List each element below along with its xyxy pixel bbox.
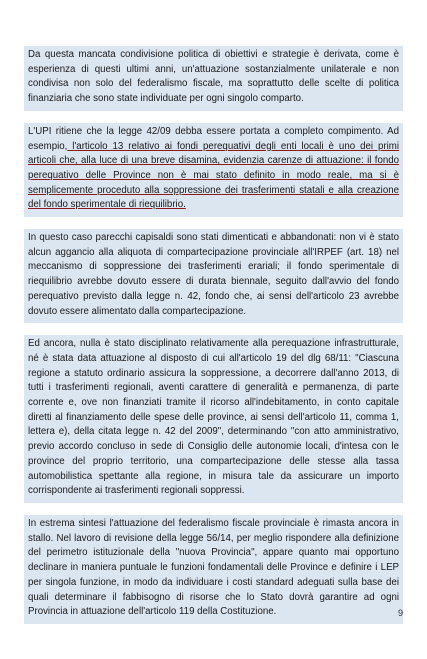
- page-body: [28, 46, 403, 636]
- paragraph-2-intro: L'UPI ritiene che la legge 42/09 debba essere portata a completo compimento. Ad esempio,: [28, 125, 399, 152]
- paragraph-1: [24, 46, 403, 111]
- paragraph-5-text: In estrema sintesi l'attuazione del federalismo fiscale provinciale è rimasta ancora in stallo. Nel lavoro di revisione della legge 56/14, per meglio rispondere alla definizione del perimetro istituzionale della "nuova Provincia", appare quanto mai opportuno declinare in maniera puntuale le funzioni fondamentali delle Province e definire i LEP per singola funzione, in modo da individuare i costi standard adeguati sulla base dei quali determinare il fabbisogno di risorse che lo Stato dovrà garantire ad ogni Provincia in attuazione dell'articolo 119 della Costituzione.: [28, 517, 399, 618]
- paragraph-3-text: In questo caso parecchi capisaldi sono stati dimenticati e abbandonati: non vi è stato alcun aggancio alla aliquota di compartecipazione provinciale all'IRPEF (art. 18) nel meccanismo di soppressione dei trasferimenti erariali; il fondo sperimentale di riequilibrio avrebbe dovuto essere di durata biennale, seguito dall'avvio del fondo perequativo previsto dalla legge n. 42, fondo che, ai sensi dell'articolo 23 avrebbe dovuto essere alimentato dalla compartecipazione.: [28, 232, 399, 317]
- paragraph-2-underlined-text: l'articolo 13 relativo ai fondi perequativi degli enti locali è uno dei primi articoli che, alla luce di una breve disamina, evidenzia carenze di attuazione: il fondo perequativo delle Province non è mai stato definito in modo reale, ma si è semplicemente proceduto alla soppressione dei trasferimenti statali e alla creazione del fondo sperimentale di riequilibrio.: [28, 140, 399, 211]
- paragraph-3: [24, 229, 403, 323]
- paragraph-5: [24, 515, 403, 624]
- paragraph-4: [24, 335, 403, 503]
- paragraph-2: [24, 123, 403, 217]
- page-number: 9: [398, 608, 404, 618]
- paragraph-1-text: Da questa mancata condivisione politica di obiettivi e strategie è derivata, come è esperienza di questi ultimi anni, un'attuazione sostanzialmente unilaterale e non condivisa non solo del federalismo fiscale, ma soprattutto delle scelte di politica finanziaria che sono state individuate per ogni singolo comparto.: [28, 49, 399, 105]
- paragraph-4-text: Ed ancora, nulla è stato disciplinato relativamente alla perequazione infrastrutturale, né è stata data attuazione al disposto di cui all'articolo 19 del dlg 68/11: "Ciascuna regione a statuto ordinario assicura la soppressione, a decorrere dall'anno 2013, di tutti i trasferimenti regionali, aventi carattere di generalità e permanenza, di parte corrente e, ove non finanziati tramite il ricorso all'indebitamento, in conto capitale diretti al finanziamento delle spese delle province, ai sensi dell'articolo 11, comma 1, lettera e), della citata legge n. 42 del 2009", determinando "con atto amministrativo, previo accordo concluso in sede di Consiglio delle autonomie locali, d'intesa con le province del proprio territorio, una compartecipazione delle stesse alla tassa automobilistica spettante alla regione, in misura tale da assicurare un importo corrispondente ai trasferimenti regionali soppressi.: [28, 338, 399, 497]
